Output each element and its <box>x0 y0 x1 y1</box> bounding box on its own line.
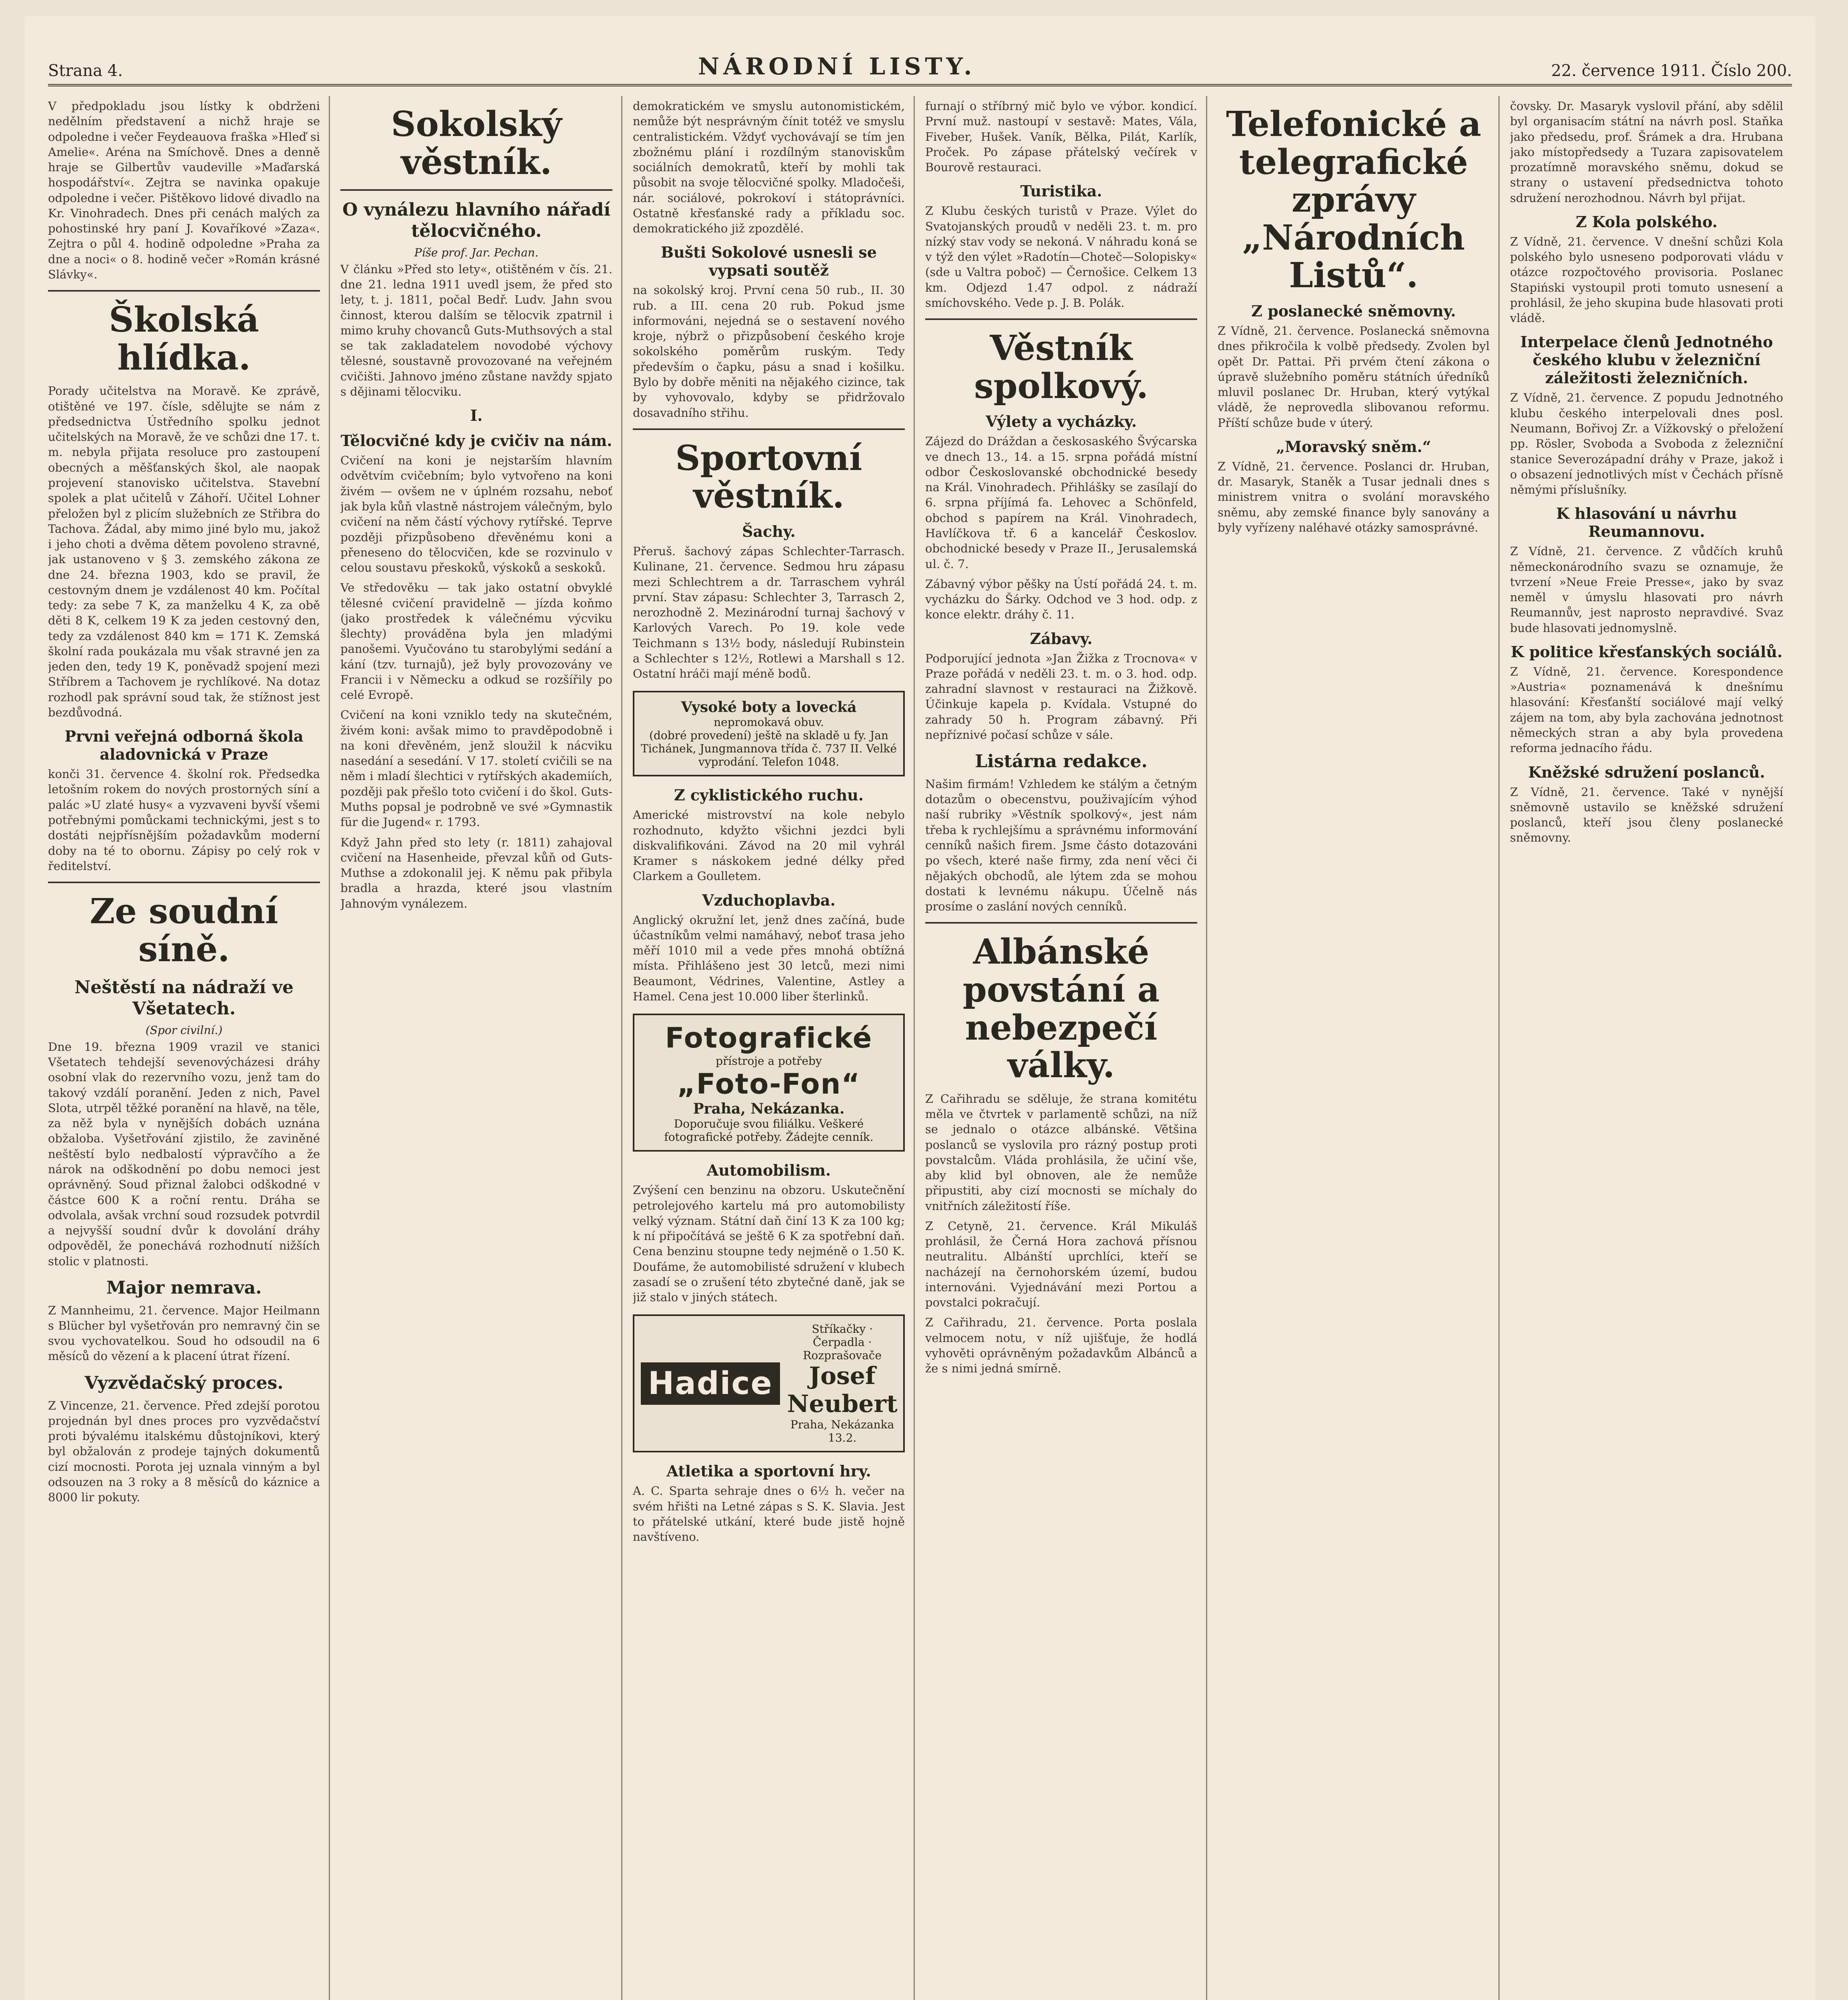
divider <box>340 189 612 191</box>
ad-hadice-title: Hadice <box>641 1362 780 1405</box>
advertisement-boots <box>633 691 905 776</box>
air-article: Anglický okružní let, jenž dnes začíná, bude účastníkům velmi namáhavý, neboť trasa jeho měří 1010 mil a vede přes mnohá obtížná místa. Přihlášeno jest 30 letců, mezi nimi Beaumont, Védrines, Valentine, Astley a Hamel. Cena jest 10.000 liber šterlinků. <box>633 913 905 1004</box>
union-article: Z Vídně, 21. července. Také v nynější sněmovně ustavilo se kněžské sdružení poslanců, kteří jsou členy poslanecké sněmovny. <box>1510 785 1783 845</box>
article-heading-polish: Z Kola polského. <box>1576 212 1718 231</box>
article-heading-union: Kněžské sdružení poslanců. <box>1528 763 1765 781</box>
mailbox-article: Našim firmám! Vzhledem ke stálým a četným dotazům o obecenstvu, použivajícím výhod naší rubriky »Věstník spolkový«, jest nám třeba k rychlejšímu a správnému informování cenníků našich firem. Jsme částo dotazováni po všech, které naše firmy, zda není věci či nějakých obchodů, ale lýtem zda se mohou dostati k levnému nákupu. Účelně nás prosíme o zaslání nových cenníků. <box>925 777 1197 914</box>
article-heading-trips: Výlety a vycházky. <box>986 412 1137 431</box>
article-heading-athletics: Atletika a sportovní hry. <box>666 1462 871 1480</box>
divider <box>925 318 1197 320</box>
albania-article-2: Z Cetyně, 21. července. Král Mikuláš prohlásil, že Černá Hora zachová přísnou neutralitu. Albánští uprchlíci, kteří se nacházejí na černohorském území, budou internováni. Vyjednávání mezi Portou a povstalci pokračují. <box>925 1219 1197 1310</box>
accident-article: Dne 19. března 1909 vrazil ve stanici Všetatech tehdejší sevenovýcházesi dráhy osobní vlak do rezervního vozu, jenž tam do takový vzdálí poranění. Jeden z nich, Pavel Slota, utrpěl těžké poranění na hlavě, na těle, za něž byla v nynějších dobách uznána obžaloba. Vyšetřování zjistilo, že zaviněné neštěstí bylo nedbalostí výpravčího a že nárok na odškodnění po dobu nemoci jest oprávněný. Soud přiznal žalobci odškodné v částce 600 K a roční rentu. Dráha se odvolala, avšak vrchní soud rozsudek potvrdil a nejvyšší soudní dvůr k dovolání dráhy odpověděl, že ponechává rozhodnutí nižších stolic v platnosti. <box>48 1040 320 1268</box>
column-2 <box>340 96 622 2000</box>
polish-article: Z Vídně, 21. července. V dnešní schůzi Kola polského bylo usneseno podporovati vládu v otázce rozpočtového provisoria. Poslanec Stapiński vystoupil proti tomuto usnesení a prohlásil, že jeho skupina bude hlasovati proti vládě. <box>1510 234 1783 325</box>
ad-hadice-name: Josef Neubert <box>787 1362 898 1418</box>
article-heading-parliament: Z poslanecké sněmovny. <box>1251 302 1456 320</box>
athletics-article: A. C. Sparta sehraje dnes o 6½ h. večer na svém hřišti na Letné zápas s S. K. Slavia. Jest to přátelské utkání, které bude jistě hojně navštíveno. <box>633 1484 905 1544</box>
divider <box>48 882 320 883</box>
column-6 <box>1510 96 1792 2000</box>
ad-foto-city: Praha, Nekázanka. <box>693 1100 845 1118</box>
school-article: Porady učitelstva na Moravě. Ke zprávě, otištěné ve 197. čísle, sdělujte se nám z předsednictva Ústředního spolku jednot učitelských na Moravě, že ve schůzi dne 17. t. m. nebyla přijata resoluce pro zastoupení obecných a měšťanských škol, ale naopak projevení stanovisko učitelstva. Stavební spolek a plat učitelů v Záhoří. Učitel Lohner přeložen byl z plicím služebních ze Střibra do Tachova. Žádal, aby mimo jiné bylo mu, jakož i jeho choti a dvěma dětem povoleno stravné, jak ustanoveno v § 3. zemského zákona ze dne 24. března 1903, kdo se pravil, že cestovným dnem je vzdálenost 40 km. Počítal tedy: za sebe 7 K, za manželku 4 K, za obě děti 8 K, celkem 19 K za jeden cestovný den, tedy za vzdálenost 840 km = 171 K. Zemská školní rada poukázala mu však stravné jen za jeden den, tedy 19 K, poněvadž spojení mezi Stříbrem a Tachovem je rychlíkové. Na dotaz rozhodl pak správní soud tak, že stížnost jest bezdůvodná. <box>48 384 320 719</box>
elected-article: na sokolský kroj. První cena 50 rub., II. 30 rub. a III. cena 20 rub. Pokud jsme informováni, nejedná se o sestavení nového kroje, nýbrž o přizpůsobení českého kroje sokolského poměrům ruským. Tedy především o čapku, pásu a snad i košilku. Bylo by dobře měniti na nějakého cizince, tak by vyhovovalo, kdyby se přidržovalo dosavadního střihu. <box>633 283 905 420</box>
divider <box>48 290 320 292</box>
article-heading-cycling: Z cyklistického ruchu. <box>674 786 864 804</box>
ad-hadice-subtitle: Stříkačky · Čerpadla · Rozprašovače <box>803 1322 882 1362</box>
article-heading-auto: Automobilism. <box>706 1161 831 1180</box>
continued-political-article: čovsky. Dr. Masaryk vyslovil přání, aby sdělil byl organisacím státní na návrh posl. Staňka jako předsedu, prof. Šrámek a dra. Hrubana jako místopředsedy a Tuzara zapisovatelem prozatímně moravského sněmu, dokud se strany o ustavení předsednictva tohoto sdružení nerozhodnou. Návrh byl přijat. <box>1510 99 1783 205</box>
railway-article: Z Vídně, 21. července. Z popudu Jednotného klubu českého interpelovali dnes posl. Neumann, Bořivoj Zr. a Vížkovský o přeložení pp. Rösler, Svoboda a Svoboda z železniční stanice Severozápadní dráhy v Praze, jakož i o obsazení jednotlivých míst v Čechách přísně němými příslušníky. <box>1510 391 1783 497</box>
date-issue: 22. července 1911. Číslo 200. <box>1551 62 1792 80</box>
ad-foto-subtitle: přístroje a potřeby <box>716 1054 822 1068</box>
article-heading-major: Major nemrava. <box>106 1277 262 1298</box>
article-heading-mailbox: Listárna redakce. <box>975 751 1148 772</box>
article-heading-chess: Šachy. <box>742 522 796 540</box>
article-heading-railway: Interpelace členů Jednotného českého klubu v železniční záležitosti železničních. <box>1520 333 1773 387</box>
article-subtitle: (Spor civilní.) <box>145 1023 223 1037</box>
gym-article-part-1: V článku »Před sto lety«, otištěném v čís. 21. dne 21. ledna 1911 uvedl jsem, že před sto lety, t. j. 1811, počal Bedř. Ludv. Jahn svou činnost, kterou dalším se tělocvik zpatrnil i mimo kruhy chovanců Guts-Muthsových a stal se tak zakladatelem novodobé výchovy tělesné, soustavně provozované na veřejném cvičišti. Jahnovo jméno zůstane navždy spjato s dějinami tělocviku. <box>340 262 612 398</box>
gym-article-part-4: Cvičení na koni vzniklo tedy na skutečném, živém koni: avšak mimo to pravděpodobně i na koni dřevěném, jenž sloužil k nácviku nasedání a sesedání. V 17. století cvičili se na něm i mladí šlechtici v rytířských akademiích, později pak přešlo toto cvičení i do škol. Guts-Muths popsal je podrobně ve své »Gymnastik für die Jugend« r. 1793. <box>340 708 612 829</box>
vote-article: Z Vídně, 21. července. Z vůdčích kruhů německonárodního svazu se oznamuje, že tvrzení »Neue Freie Presse«, jako by svaz neměl v úmyslu hlasovati pro návrh Reumannův, jest naprosto nepravdivé. Svaz bude hlasovati jednomyslně. <box>1510 544 1783 635</box>
ad-foto-text: Doporučuje svou filiálku. Veškeré fotografické potřeby. Žádejte cenník. <box>664 1117 874 1144</box>
gym-article-part-2: Cvičení na koni je nejstarším hlavním odvětvím cvičebním; bylo vytvořeno na koni živém — ovšem ne v úplném rozsahu, neboť jak byla kůň vlastně nástrojem válečným, bylo cvičení na něm částí výchovy rytířské. Teprve později přizpůsobeno dřevěnému koni a přeneseno do tělocvičen, kde se rozvinulo v celou soustavu přeskoků, výskoků a seskoků. <box>340 454 612 575</box>
article-heading-parties: Zábavy. <box>1030 629 1093 648</box>
column-3 <box>633 96 915 2000</box>
advertisement-hadice <box>633 1314 905 1452</box>
article-heading-elected: Bušti Sokolové usnesli se vypsati soutěž <box>661 243 877 280</box>
article-author: Píše prof. Jar. Pechan. <box>414 246 539 259</box>
page-label: Strana 4. <box>48 62 123 80</box>
auto-article: Zvýšení cen benzinu na obzoru. Uskutečnění petrolejového kartelu má pro automobilisty velký význam. Státní daň činí 13 K za 100 kg; k ní připočítává se ještě 6 K za spotřební daň. Cena benzinu stoupne tedy nejméně o 1.50 K. Doufáme, že automobilisté sdružení v klubech zasadí se o zrušení této zbytečné daně, jak se již stalo v jiných státech. <box>633 1183 905 1304</box>
paper-name: NÁRODNÍ LISTY. <box>698 53 976 80</box>
continued-sport-article: furnají o stříbrný mič bylo ve výbor. kondicí. První muž. nastoupí v sestavě: Mates, Vála, Fiveber, Hušek. Vaník, Bělka, Pilát, Karlík, Proček. Po zápase přátelský večírek v Bourově restauraci. <box>925 99 1197 174</box>
section-heading-school: Školská hlídka. <box>109 300 259 378</box>
spy-article: Z Vincenze, 21. července. Před zdejší porotou projednán byl dnes proces pro vyzvědačství proti bývalému italskému důstojníkovi, který byl obžalován z prodeje tajných dokumentů cizí mocnosti. Porota jej uznala vinným a byl odsouzen na 3 roky a 8 měsíců do káznice a 8000 lir pokuty. <box>48 1398 320 1504</box>
theatre-notice: V předpokladu jsou lístky k obdrženi nedělním představení a nichž hraje se odpoledne i večer Feydeauova fraška »Hleď si Amelie«. Aréna na Smíchově. Dnes a denně hraje se Gilbertův vaudeville »Maďarská hospodářství«. Zejtra se navinka opakuje odpoledne i večer. Pištěkovo lidové divadlo na Kr. Vinohradech. Dnes při cenách malých za pohostinské hry paní J. Kovaříkové »Zaza«. Zejtra o půl 4. hodině odpoledne »Praha za dne a noci« o 8. hodině večer »Román krásné Slávky«. <box>48 99 320 281</box>
moravian-article: Z Vídně, 21. července. Poslanci dr. Hruban, dr. Masaryk, Staněk a Tusar jednali dnes s ministrem vnitra o svolání moravského sněmu, aby zemské finance byly sanovány a byly vyřízeny naléhavé otázky samosprávné. <box>1218 459 1490 534</box>
section-heading-sport: Sportovní věstník. <box>675 438 862 516</box>
article-heading-air: Vzduchoplavba. <box>702 891 836 909</box>
masthead <box>48 36 1792 86</box>
christian-article: Z Vídně, 21. července. Korespondence »Austria« poznamenává k dnešnímu hlasování: Křesťanští sociálové mají velký zájem na tom, aby byla zachována jednotnost německých stran a aby byla provedena reforma jednacího řádu. <box>1510 664 1783 755</box>
section-heading-court: Ze soudní síně. <box>90 891 278 970</box>
ad-foto-name: „Foto-Fon“ <box>677 1068 861 1101</box>
major-article: Z Mannheimu, 21. července. Major Heilmann s Blücher byl vyšetřován pro nemravný čin se svou vychovatelkou. Soud ho odsoudil na 6 měsíců do vězení a k placení útrat řízení. <box>48 1303 320 1363</box>
section-heading-albania: Albánské povstání a nebezpečí války. <box>962 932 1160 1086</box>
trips-article-2: Zábavný výbor pěšky na Ústí pořádá 24. t. m. vycházku do Šárky. Odchod ve 3 hod. odp. z konce elektr. dráhy č. 11. <box>925 577 1197 622</box>
tourism-article: Z Klubu českých turistů v Praze. Výlet do Svatojanských proudů v neděli 23. t. m. pro nízký stav vody se nekoná. V náhradu koná se v týž den výlet »Radotín—Choteč—Solopisky« (sde u Valtra poboč) — Černošice. Celkem 13 km. Odjezd 1.47 odpol. z nádraží smíchovského. Vede p. J. B. Polák. <box>925 204 1197 310</box>
parties-article: Podporující jednota »Jan Žižka z Trocnova« v Praze pořádá v neděli 23. t. m. o 3. hod. odp. zahradní slavnost v restauraci na Žižkově. Účinkuje kapela p. Kvídala. Vstupné do zahrady 50 h. Program zábavný. Při nepříznivé počasí schůze v sále. <box>925 651 1197 742</box>
vocational-article: konči 31. července 4. školní rok. Předsedka letošním rokem do nových prostorných síní a palác »U zlaté husy« a vyzvaveni byvší všemi potřebnými pomůckami technickými, jest s to dostáti nejpřísnějším požadavkům moderní doby na té to obornu. Zápisy po celý rok v ředitelství. <box>48 767 320 873</box>
trips-article: Zájezd do Dráždan a českosaského Švýcarska ve dnech 13., 14. a 15. srpna pořádá místní odbor Českoslovanské obchodnické besedy na Král. Vinohradech. Přihlášky se zasílají do 6. srpna příjímá fa. Lehovec a Schönfeld, obchod s papírem na Král. Vinohradech, Havlíčkova tř. 6 a kancelář Českoslov. obchodnické besedy v Praze II., Jerusalemská ul. č. 7. <box>925 434 1197 571</box>
article-heading-moravian: „Moravský sněm.“ <box>1276 437 1431 456</box>
roman-numeral: I. <box>470 406 483 425</box>
article-heading-tourism: Turistika. <box>1020 182 1102 200</box>
ad-boots-title: Vysoké boty a lovecká <box>681 699 857 716</box>
chess-article: Přeruš. šachový zápas Schlechter-Tarrasch. Kulinane, 21. července. Sedmou hru zápasu mezi Schlechtrem a dr. Tarraschem vyhrál první. Stav zápasu: Schlechter 3, Tarrasch 2, nerozhodně 2. Mezinárodní turnaj šachový v Karlových Varech. Po 19. kole vede Teichmann s 13½ body, následují Rubinstein a Schlechter s 12½, Rotlewi a Marshall s 12. Ostatní hráči mají méně bodů. <box>633 544 905 681</box>
gym-article-part-3: Ve středověku — tak jako ostatní obvyklé tělesné cvičení pravidelně — jízda koňmo (jako prostředek k válečnému výcviku šlechty) prováděna byla jen mladými panošemi. Vyučováno tu starobylými sedání a kání (tzv. turnajů), jež byly provozovány ve Francii i v Německu a odkud se rozšířily po celé Evropě. <box>340 581 612 702</box>
ad-boots-subtitle: nepromokavá obuv. <box>714 716 824 729</box>
albania-article: Z Cařihradu se sděluje, že strana komitétu měla ve čtvrtek v parlamentě schůzi, na níž se jednalo o otázce albánské. Většina poslanců se vyslovila pro rázný postup proti povstalcům. Vláda prohlásila, že učiní vše, aby klid byl obnoven, ale že nemůže připustiti, aby cizí mocnosti se míchaly do vnitřních záležitostí říše. <box>925 1092 1197 1213</box>
continued-article: demokratickém ve smyslu autonomistickém, nemůže být nesprávným čínit totéž ve smyslu centralistickém. Vždyť vychovávají se tím jen zbožnému plání i rozdílným stanoviskům sociálních demokratů, kteří by mohli tak působit na svoje tělocvičné spolky. Mladočeši, nár. sociálové, pokrokoví i státoprávníci. Ostatně křesťanské rady a příkladu soc. demokratického již zpozdělé. <box>633 99 905 236</box>
article-heading-vote: K hlasování u návrhu Reumannovu. <box>1556 504 1737 541</box>
column-4 <box>925 96 1207 2000</box>
article-heading-accident: Neštěstí na nádraží ve Všetatech. <box>74 977 294 1019</box>
parliament-article: Z Vídně, 21. července. Poslanecká sněmovna dnes přikročila k volbě předsedy. Zvolen byl opět Dr. Pattai. Při prvém čtení zákona o úpravě služebního poměru státních úředníků mluvil poslanec Dr. Hruban, který vytýkal vládě, že neprovedla slibovanou reformu. Příští schůze bude v úterý. <box>1218 324 1490 430</box>
gym-article-part-5: Když Jahn před sto lety (r. 1811) zahajoval cvičení na Hasenheide, převzal kůň od Guts-Muthse a zdokonalil jej. K němu pak přibyla bradla a hrazda, které jsou vlastním Jahnovým vynálezem. <box>340 835 612 910</box>
divider <box>925 922 1197 924</box>
article-heading-spy: Vyzvědačský proces. <box>84 1372 284 1393</box>
columns <box>48 96 1792 2000</box>
article-heading-gym: O vynálezu hlavního nářadí tělocvičného. <box>342 200 611 241</box>
ad-foto-title: Fotografické <box>665 1022 873 1055</box>
divider <box>633 428 905 430</box>
article-heading-apparatus: Tělocvičné kdy je cvičiv na nám. <box>340 432 612 450</box>
article-heading-christian: K politice křesťanských sociálů. <box>1510 642 1783 661</box>
cycling-article: Americké mistrovství na kole nebylo rozhodnuto, kdyžto všichni jezdci byli diskvalifikováni. Závod na 20 mil vyhrál Kramer s náskokem jedné délky před Clarkem a Goulletem. <box>633 808 905 883</box>
newspaper-page <box>24 16 1816 2000</box>
ad-hadice-address: Praha, Nekázanka 13.2. <box>790 1418 894 1445</box>
section-heading-associations: Věstník spolkový. <box>974 328 1148 406</box>
albania-article-3: Z Cařihradu, 21. července. Porta poslala velmocem notu, v níž ujišťuje, že hodlá vyhověti oprávněným požadavkům Albánců a že s nimi jedná smírně. <box>925 1316 1197 1376</box>
column-5 <box>1218 96 1500 2000</box>
advertisement-foto <box>633 1014 905 1152</box>
column-1 <box>48 96 330 2000</box>
ad-boots-text: (dobré provedení) ještě na skladě u fy. Jan Tichánek, Jungmannova třída č. 737 II. Velké vyprodání. Telefon 1048. <box>641 729 897 769</box>
section-heading-telegraph: Telefonické a telegrafické zprávy „Národních Listů“. <box>1226 104 1482 296</box>
section-heading-sokol: Sokolský věstník. <box>391 104 562 182</box>
article-heading-vocational: Prvni veřejná odborná škola aladovnická v Praze <box>64 727 304 764</box>
